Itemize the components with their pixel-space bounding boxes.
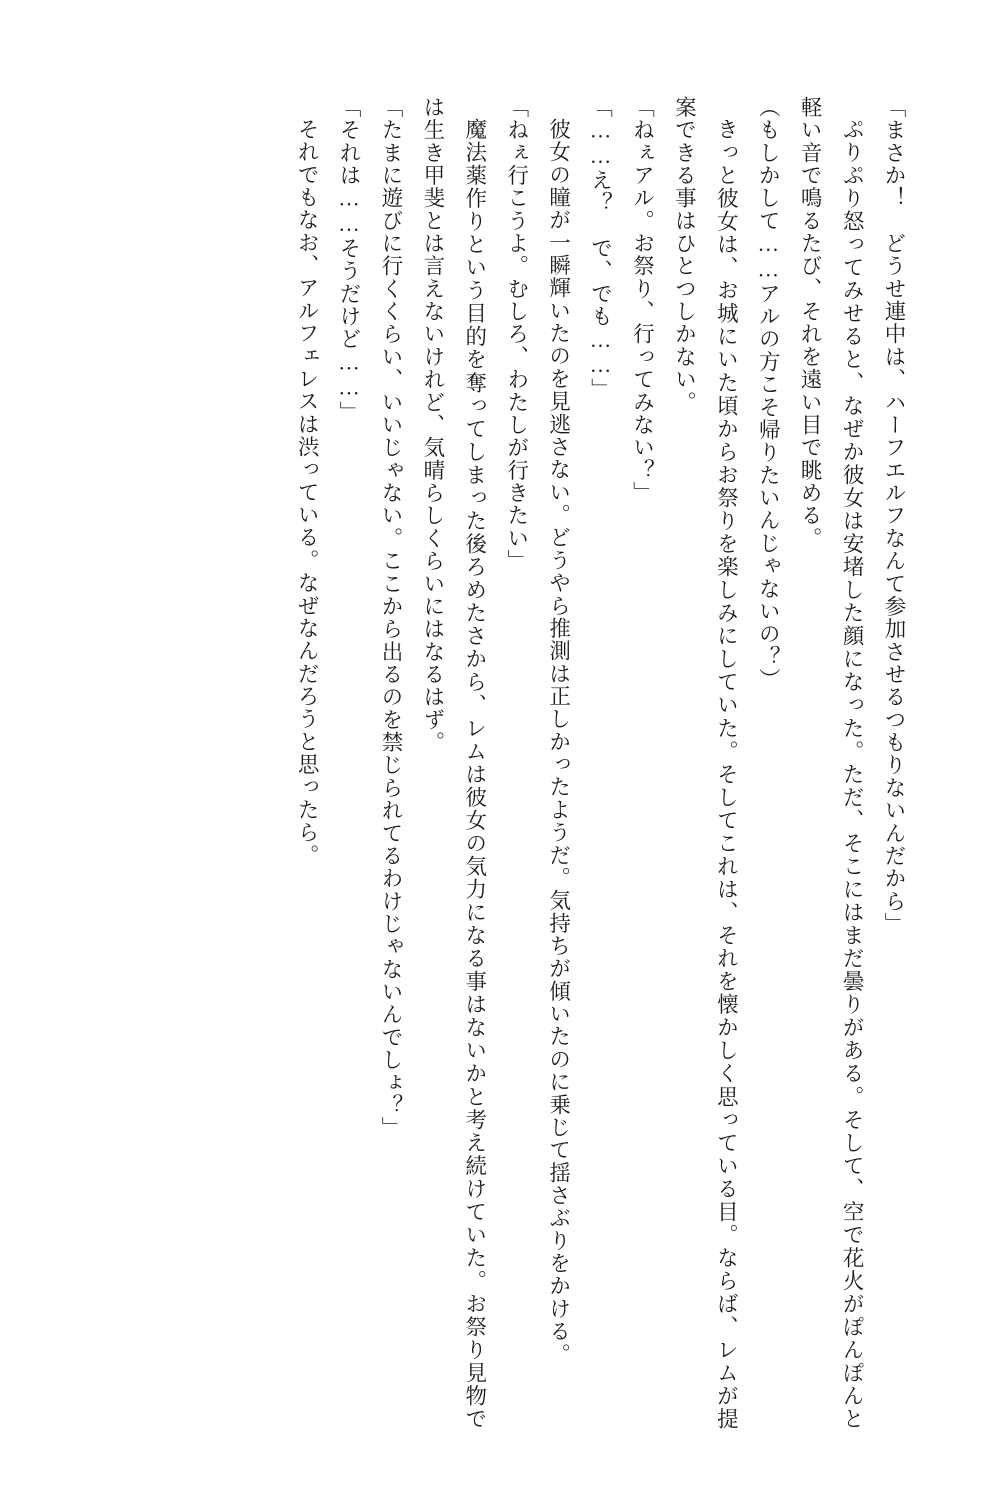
paragraph: （もしかして……アルの方こそ帰りたいんじゃないの？） (756, 96, 781, 691)
paragraph: 「まさか！ どうせ連中は、ハーフエルフなんて参加させるつもりないんだから」 (882, 96, 906, 936)
paragraph: 魔法薬作りという目的を奪ってしまった後ろめたさから、レムは彼女の気力になる事はないかと考え続けていた。お祭り見物では生き甲斐とは言えないけれど、気晴らしくらいにはなるはず。 (420, 96, 487, 1430)
paragraph: 「ねぇ行こうよ。むしろ、わたしが行きたい」 (504, 96, 529, 573)
paragraph: きっと彼女は、お城にいた頃からお祭りを楽しみにしていた。そしてこれは、それを懐かしく思っている目。ならば、レムが提案できる事はひとつしかない。 (672, 96, 739, 1430)
vertical-text-body (60, 96, 914, 1430)
paragraph: 「たまに遊びに行くくらい、いいじゃない。ここから出るのを禁じられてるわけじゃないんでしょ？」 (378, 96, 403, 1140)
paragraph: 「ねぇアル。お祭り、行ってみない？」 (630, 96, 655, 505)
paragraph: ぷりぷり怒ってみせると、なぜか彼女は安堵した顔になった。ただ、そこにはまだ曇りがある。そして、空で花火がぽんぽんと軽い音で鳴るたび、それを遠い目で眺める。 (798, 96, 865, 1430)
paragraph: それでもなお、アルフェレスは渋っている。なぜなんだろうと思ったら。 (295, 117, 320, 867)
paragraph: 「……え？ で、でも……」 (588, 96, 613, 401)
paragraph: 「それは……そうだけど……」 (337, 96, 362, 424)
paragraph: 彼女の瞳が一瞬輝いたのを見逃さない。どうやら推測は正しかったようだ。気持ちが傾いたのに乗じて揺さぶりをかける。 (546, 117, 571, 1366)
